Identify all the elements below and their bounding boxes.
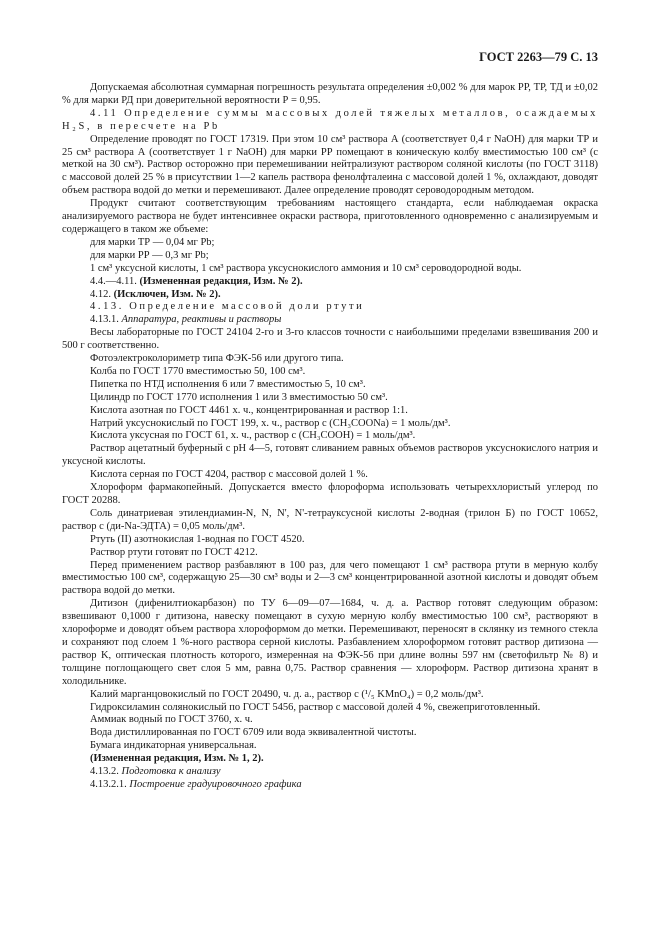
item-trilon: Соль динатриевая этилендиамин-N, N, N', N'-тетрауксусной кислоты 2-водная (трилон Б) по ГОСТ 10652, раствор с (ди-Na-ЭДТА) = 0,05 моль/дм³. — [62, 507, 598, 532]
item-pipette: Пипетка по НТД исполнения 6 или 7 вместимостью 5, 10 см³. — [90, 378, 366, 390]
item-acetic-acid: Кислота уксусная по ГОСТ 61, х. ч., раствор с (CH₃COOH) = 1 моль/дм³. — [90, 430, 416, 442]
paragraph-compliance: Продукт считают соответствующим требованиям настоящего стандарта, если наблюдаемая окраска анализируемого раствора не будет интенсивнее окраски раствора, приготовленного одновременно с анализируемым и содержащего в таком же объеме: — [62, 198, 598, 235]
item-mercury-solution: Раствор ртути готовят по ГОСТ 4212. — [90, 546, 258, 558]
item-dithizone: Дитизон (дифенилтиокарбазон) по ТУ 6—09—07—1684, ч. д. а. Раствор готовят следующим образом: взвешивают 0,1000 г дитизона, навеску помещают в сухую мерную колбу вместимостью 100 см³, растворяют в хлороформе и доводят объем раствора хлороформом до метки. Перемешивают, переносят в склянку из темного стекла и сохраняют под слоем 1 %-ного раствора серной кислоты. Разбавлением хлороформом готовят раствор дитизона — раствор K, оптическая плотность которого, измеренная на ФЭК-56 при длине волны 597 нм (светофильтр № 8) и толщине поглощающего свет слоя 5 мм, равна 0,75. Раствор сравнения — хлороформ. Раствор дитизона хранят в холодильнике. — [62, 598, 598, 687]
subsection-4-13-2 — [62, 766, 598, 779]
item-water: Вода дистиллированная по ГОСТ 6709 или вода эквивалентной чистоты. — [90, 727, 417, 739]
paragraph-amend-4-4 — [62, 276, 598, 289]
document-page — [62, 50, 598, 792]
item-buffer: Раствор ацетатный буферный с рН 4—5, готовят сливанием равных объемов растворов уксуснокислого натрия и уксусной кислоты. — [62, 443, 598, 468]
item-sodium-acetate: Натрий уксуснокислый по ГОСТ 199, х. ч., раствор с (CH₃COONa) = 1 моль/дм³. — [90, 417, 451, 429]
item-indicator-paper: Бумага индикаторная универсальная. — [90, 740, 257, 752]
item-ammonia: Аммиак водный по ГОСТ 3760, х. ч. — [90, 714, 253, 726]
subsection-4-13-1 — [62, 314, 598, 327]
clause-number: 4.13.2. — [90, 766, 119, 778]
section-heading-4-13: 4.13. Определение массовой доли ртути — [90, 301, 365, 313]
item-mercury-nitrate: Ртуть (II) азотнокислая 1-водная по ГОСТ 4520. — [90, 533, 305, 545]
item-photocolorimeter: Фотоэлектроколориметр типа ФЭК-56 или другого типа. — [90, 353, 344, 365]
item-scales: Весы лабораторные по ГОСТ 24104 2-го и 3-го классов точности с наибольшими пределами взвешивания 200 и 500 г соответственно. — [62, 327, 598, 352]
item-cylinder: Цилиндр по ГОСТ 1770 исполнения 1 или 3 вместимостью 50 см³. — [90, 391, 388, 403]
line-reagents: 1 см³ уксусной кислоты, 1 см³ раствора уксуснокислого аммония и 10 см³ сероводородной воды. — [90, 262, 522, 274]
item-permanganate: Калий марганцовокислый по ГОСТ 20490, ч. д. а., раствор с (¹/₅ KMnO₄) = 0,2 моль/дм³. — [90, 688, 484, 700]
paragraph-4-12 — [62, 289, 598, 302]
item-hydroxylamine: Гидроксиламин солянокислый по ГОСТ 5456, раствор с массовой долей 4 %, свежеприготовленный. — [90, 701, 541, 713]
excluded-note: (Исключен, Изм. № 2). — [113, 288, 221, 300]
subsection-title: Построение градуировочного графика — [129, 778, 302, 790]
subsection-4-13-2-1 — [62, 779, 598, 792]
subsection-title: Подготовка к анализу — [121, 766, 221, 778]
clause-number: 4.13.1. — [90, 314, 119, 326]
page-header: ГОСТ 2263—79 С. 13 — [479, 50, 598, 64]
item-flask: Колба по ГОСТ 1770 вместимостью 50, 100 см³. — [90, 365, 306, 377]
item-dilution: Перед применением раствор разбавляют в 100 раз, для чего помещают 1 см³ раствора ртути в мерную колбу вместимостью 100 см³, содержащую 25—30 см³ воды и 2—3 см³ концентрированной азотной кислоты и доводят объем раствора водой до метки. — [62, 559, 598, 597]
section-heading-4-11: 4.11 Определение суммы массовых долей тяжелых металлов, осаждаемых H₂S, в пересчете на Pb — [62, 107, 598, 132]
subsection-title: Аппаратура, реактивы и растворы — [121, 314, 282, 326]
line-grade-tr: для марки ТР — 0,04 мг Pb; — [90, 236, 215, 248]
clause-number: 4.12. — [90, 288, 111, 300]
item-nitric-acid: Кислота азотная по ГОСТ 4461 х. ч., концентрированная и раствор 1:1. — [90, 404, 408, 416]
paragraph-procedure: Определение проводят по ГОСТ 17319. При этом 10 см³ раствора А (соответствует 0,4 г NaOH) для марки ТР и 25 см³ раствора А (соответствует 1 г NaOH) для марки РР помещают в коническую колбу вместимостью 100 см³ (с меткой на 30 см³). Раствор осторожно при перемешивании нейтрализуют раствором соляной кислоты (по ГОСТ 3118) с массовой долей 25 % в присутствии 1—2 капель раствора фенолфталеина с массовой долей 1 %, охлаждают, доводят объем раствора водой до метки и перемешивают. Далее определение проводят сероводородным методом. — [62, 133, 598, 197]
item-sulfuric-acid: Кислота серная по ГОСТ 4204, раствор с массовой долей 1 %. — [90, 469, 368, 481]
clause-number: 4.13.2.1. — [90, 778, 127, 790]
amendment-note: (Измененная редакция, Изм. № 2). — [139, 275, 303, 287]
clause-number: 4.4.—4.11. — [90, 275, 137, 287]
paragraph-error: Допускаемая абсолютная суммарная погрешность результата определения ±0,002 % для марок РР, ТР, ТД и ±0,02 % для марки РД при доверительной вероятности Р = 0,95. — [62, 82, 598, 106]
item-chloroform: Хлороформ фармакопейный. Допускается вместо флороформа использовать четыреххлористый углерод по ГОСТ 20288. — [62, 482, 598, 506]
amendment-note-1-2: (Измененная редакция, Изм. № 1, 2). — [90, 753, 264, 765]
line-grade-rr: для марки РР — 0,3 мг Pb; — [90, 249, 209, 261]
